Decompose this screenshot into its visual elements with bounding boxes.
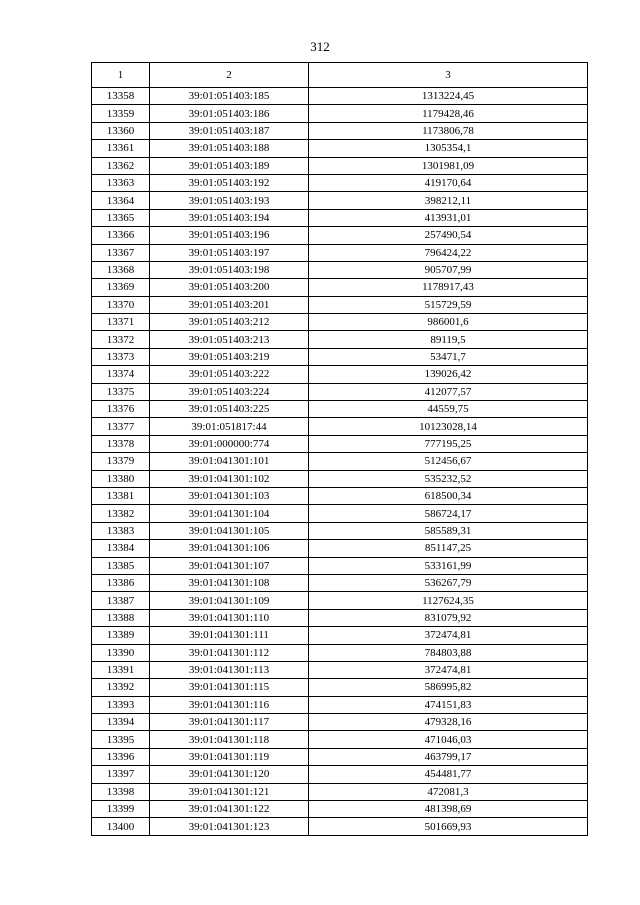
table-row bbox=[92, 418, 588, 435]
row-number-cell: 13376 bbox=[92, 401, 150, 418]
table-row bbox=[92, 505, 588, 522]
value-cell: 257490,54 bbox=[309, 227, 588, 244]
table-row bbox=[92, 644, 588, 661]
cadastral-number-cell: 39:01:041301:108 bbox=[150, 574, 309, 591]
table-row bbox=[92, 801, 588, 818]
table-row bbox=[92, 557, 588, 574]
row-number-cell: 13358 bbox=[92, 88, 150, 105]
table-header bbox=[92, 63, 588, 88]
table-row bbox=[92, 540, 588, 557]
row-number-cell: 13362 bbox=[92, 157, 150, 174]
row-number-cell: 13381 bbox=[92, 487, 150, 504]
value-cell: 784803,88 bbox=[309, 644, 588, 661]
value-cell: 472081,3 bbox=[309, 783, 588, 800]
value-cell: 419170,64 bbox=[309, 174, 588, 191]
table-row bbox=[92, 331, 588, 348]
row-number-cell: 13369 bbox=[92, 279, 150, 296]
table-row bbox=[92, 574, 588, 591]
row-number-cell: 13378 bbox=[92, 435, 150, 452]
table-row bbox=[92, 261, 588, 278]
value-cell: 1313224,45 bbox=[309, 88, 588, 105]
value-cell: 851147,25 bbox=[309, 540, 588, 557]
cadastral-number-cell: 39:01:041301:117 bbox=[150, 714, 309, 731]
cadastral-number-cell: 39:01:051403:197 bbox=[150, 244, 309, 261]
value-cell: 501669,93 bbox=[309, 818, 588, 835]
cadastral-number-cell: 39:01:041301:105 bbox=[150, 522, 309, 539]
table-row bbox=[92, 366, 588, 383]
table-row bbox=[92, 627, 588, 644]
row-number-cell: 13370 bbox=[92, 296, 150, 313]
row-number-cell: 13385 bbox=[92, 557, 150, 574]
value-cell: 515729,59 bbox=[309, 296, 588, 313]
row-number-cell: 13400 bbox=[92, 818, 150, 835]
row-number-cell: 13373 bbox=[92, 348, 150, 365]
row-number-cell: 13379 bbox=[92, 453, 150, 470]
cadastral-number-cell: 39:01:041301:106 bbox=[150, 540, 309, 557]
cadastral-number-cell: 39:01:051403:193 bbox=[150, 192, 309, 209]
cadastral-number-cell: 39:01:041301:101 bbox=[150, 453, 309, 470]
value-cell: 512456,67 bbox=[309, 453, 588, 470]
row-number-cell: 13399 bbox=[92, 801, 150, 818]
row-number-cell: 13382 bbox=[92, 505, 150, 522]
cadastral-number-cell: 39:01:051817:44 bbox=[150, 418, 309, 435]
row-number-cell: 13363 bbox=[92, 174, 150, 191]
value-cell: 372474,81 bbox=[309, 661, 588, 678]
table-row bbox=[92, 522, 588, 539]
value-cell: 618500,34 bbox=[309, 487, 588, 504]
row-number-cell: 13395 bbox=[92, 731, 150, 748]
table-row bbox=[92, 487, 588, 504]
row-number-cell: 13361 bbox=[92, 140, 150, 157]
table-row bbox=[92, 314, 588, 331]
table-row bbox=[92, 609, 588, 626]
cadastral-number-cell: 39:01:051403:194 bbox=[150, 209, 309, 226]
table-row bbox=[92, 435, 588, 452]
row-number-cell: 13389 bbox=[92, 627, 150, 644]
row-number-cell: 13391 bbox=[92, 661, 150, 678]
table-row bbox=[92, 696, 588, 713]
table-row bbox=[92, 296, 588, 313]
cadastral-number-cell: 39:01:051403:219 bbox=[150, 348, 309, 365]
cadastral-number-cell: 39:01:051403:200 bbox=[150, 279, 309, 296]
value-cell: 44559,75 bbox=[309, 401, 588, 418]
row-number-cell: 13383 bbox=[92, 522, 150, 539]
value-cell: 1178917,43 bbox=[309, 279, 588, 296]
cadastral-number-cell: 39:01:051403:201 bbox=[150, 296, 309, 313]
cadastral-number-cell: 39:01:051403:198 bbox=[150, 261, 309, 278]
table-row bbox=[92, 470, 588, 487]
table-row bbox=[92, 122, 588, 139]
table-row bbox=[92, 105, 588, 122]
row-number-cell: 13359 bbox=[92, 105, 150, 122]
value-cell: 533161,99 bbox=[309, 557, 588, 574]
cadastral-number-cell: 39:01:041301:116 bbox=[150, 696, 309, 713]
value-cell: 471046,03 bbox=[309, 731, 588, 748]
cadastral-number-cell: 39:01:051403:187 bbox=[150, 122, 309, 139]
row-number-cell: 13393 bbox=[92, 696, 150, 713]
value-cell: 372474,81 bbox=[309, 627, 588, 644]
column-header-3: 3 bbox=[309, 63, 588, 88]
cadastral-number-cell: 39:01:041301:113 bbox=[150, 661, 309, 678]
table-row bbox=[92, 157, 588, 174]
cadastral-number-cell: 39:01:041301:109 bbox=[150, 592, 309, 609]
cadastral-number-cell: 39:01:051403:188 bbox=[150, 140, 309, 157]
cadastral-number-cell: 39:01:041301:111 bbox=[150, 627, 309, 644]
value-cell: 1179428,46 bbox=[309, 105, 588, 122]
row-number-cell: 13377 bbox=[92, 418, 150, 435]
row-number-cell: 13374 bbox=[92, 366, 150, 383]
row-number-cell: 13372 bbox=[92, 331, 150, 348]
table-row bbox=[92, 227, 588, 244]
value-cell: 586995,82 bbox=[309, 679, 588, 696]
row-number-cell: 13366 bbox=[92, 227, 150, 244]
table-row bbox=[92, 661, 588, 678]
table-row bbox=[92, 140, 588, 157]
value-cell: 1305354,1 bbox=[309, 140, 588, 157]
row-number-cell: 13368 bbox=[92, 261, 150, 278]
cadastral-number-cell: 39:01:051403:212 bbox=[150, 314, 309, 331]
row-number-cell: 13390 bbox=[92, 644, 150, 661]
row-number-cell: 13365 bbox=[92, 209, 150, 226]
cadastral-number-cell: 39:01:041301:112 bbox=[150, 644, 309, 661]
cadastral-number-cell: 39:01:041301:119 bbox=[150, 748, 309, 765]
data-table bbox=[91, 62, 588, 836]
value-cell: 1173806,78 bbox=[309, 122, 588, 139]
value-cell: 905707,99 bbox=[309, 261, 588, 278]
table-row bbox=[92, 766, 588, 783]
column-header-1: 1 bbox=[92, 63, 150, 88]
table-row bbox=[92, 401, 588, 418]
table-row bbox=[92, 383, 588, 400]
cadastral-number-cell: 39:01:041301:121 bbox=[150, 783, 309, 800]
value-cell: 986001,6 bbox=[309, 314, 588, 331]
row-number-cell: 13386 bbox=[92, 574, 150, 591]
cadastral-number-cell: 39:01:041301:118 bbox=[150, 731, 309, 748]
table-row bbox=[92, 348, 588, 365]
table-row bbox=[92, 679, 588, 696]
value-cell: 586724,17 bbox=[309, 505, 588, 522]
table-row bbox=[92, 279, 588, 296]
cadastral-number-cell: 39:01:051403:186 bbox=[150, 105, 309, 122]
cadastral-number-cell: 39:01:041301:110 bbox=[150, 609, 309, 626]
table-body bbox=[92, 88, 588, 836]
cadastral-number-cell: 39:01:051403:224 bbox=[150, 383, 309, 400]
row-number-cell: 13397 bbox=[92, 766, 150, 783]
cadastral-number-cell: 39:01:051403:196 bbox=[150, 227, 309, 244]
value-cell: 474151,83 bbox=[309, 696, 588, 713]
cadastral-number-cell: 39:01:000000:774 bbox=[150, 435, 309, 452]
cadastral-number-cell: 39:01:041301:123 bbox=[150, 818, 309, 835]
value-cell: 139026,42 bbox=[309, 366, 588, 383]
row-number-cell: 13398 bbox=[92, 783, 150, 800]
row-number-cell: 13371 bbox=[92, 314, 150, 331]
value-cell: 796424,22 bbox=[309, 244, 588, 261]
cadastral-number-cell: 39:01:051403:222 bbox=[150, 366, 309, 383]
value-cell: 412077,57 bbox=[309, 383, 588, 400]
value-cell: 536267,79 bbox=[309, 574, 588, 591]
cadastral-number-cell: 39:01:041301:107 bbox=[150, 557, 309, 574]
table-row bbox=[92, 748, 588, 765]
header-row bbox=[92, 63, 588, 88]
table-row bbox=[92, 592, 588, 609]
value-cell: 413931,01 bbox=[309, 209, 588, 226]
value-cell: 454481,77 bbox=[309, 766, 588, 783]
table-row bbox=[92, 244, 588, 261]
value-cell: 481398,69 bbox=[309, 801, 588, 818]
row-number-cell: 13364 bbox=[92, 192, 150, 209]
value-cell: 398212,11 bbox=[309, 192, 588, 209]
row-number-cell: 13396 bbox=[92, 748, 150, 765]
cadastral-number-cell: 39:01:041301:115 bbox=[150, 679, 309, 696]
table-row bbox=[92, 192, 588, 209]
table-row bbox=[92, 714, 588, 731]
value-cell: 463799,17 bbox=[309, 748, 588, 765]
page-number: 312 bbox=[310, 39, 330, 54]
table-row bbox=[92, 783, 588, 800]
cadastral-number-cell: 39:01:051403:185 bbox=[150, 88, 309, 105]
row-number-cell: 13367 bbox=[92, 244, 150, 261]
value-cell: 585589,31 bbox=[309, 522, 588, 539]
row-number-cell: 13387 bbox=[92, 592, 150, 609]
table-row bbox=[92, 731, 588, 748]
table-row bbox=[92, 209, 588, 226]
table-row bbox=[92, 174, 588, 191]
row-number-cell: 13375 bbox=[92, 383, 150, 400]
cadastral-number-cell: 39:01:041301:102 bbox=[150, 470, 309, 487]
value-cell: 535232,52 bbox=[309, 470, 588, 487]
value-cell: 89119,5 bbox=[309, 331, 588, 348]
value-cell: 1301981,09 bbox=[309, 157, 588, 174]
cadastral-number-cell: 39:01:041301:122 bbox=[150, 801, 309, 818]
table-row bbox=[92, 818, 588, 835]
value-cell: 53471,7 bbox=[309, 348, 588, 365]
row-number-cell: 13384 bbox=[92, 540, 150, 557]
cadastral-number-cell: 39:01:051403:225 bbox=[150, 401, 309, 418]
value-cell: 10123028,14 bbox=[309, 418, 588, 435]
row-number-cell: 13394 bbox=[92, 714, 150, 731]
row-number-cell: 13380 bbox=[92, 470, 150, 487]
row-number-cell: 13388 bbox=[92, 609, 150, 626]
row-number-cell: 13392 bbox=[92, 679, 150, 696]
value-cell: 1127624,35 bbox=[309, 592, 588, 609]
value-cell: 831079,92 bbox=[309, 609, 588, 626]
value-cell: 479328,16 bbox=[309, 714, 588, 731]
table-row bbox=[92, 88, 588, 105]
cadastral-number-cell: 39:01:051403:192 bbox=[150, 174, 309, 191]
cadastral-number-cell: 39:01:051403:189 bbox=[150, 157, 309, 174]
cadastral-number-cell: 39:01:041301:120 bbox=[150, 766, 309, 783]
row-number-cell: 13360 bbox=[92, 122, 150, 139]
cadastral-number-cell: 39:01:041301:103 bbox=[150, 487, 309, 504]
column-header-2: 2 bbox=[150, 63, 309, 88]
value-cell: 777195,25 bbox=[309, 435, 588, 452]
cadastral-number-cell: 39:01:041301:104 bbox=[150, 505, 309, 522]
table-row bbox=[92, 453, 588, 470]
cadastral-number-cell: 39:01:051403:213 bbox=[150, 331, 309, 348]
